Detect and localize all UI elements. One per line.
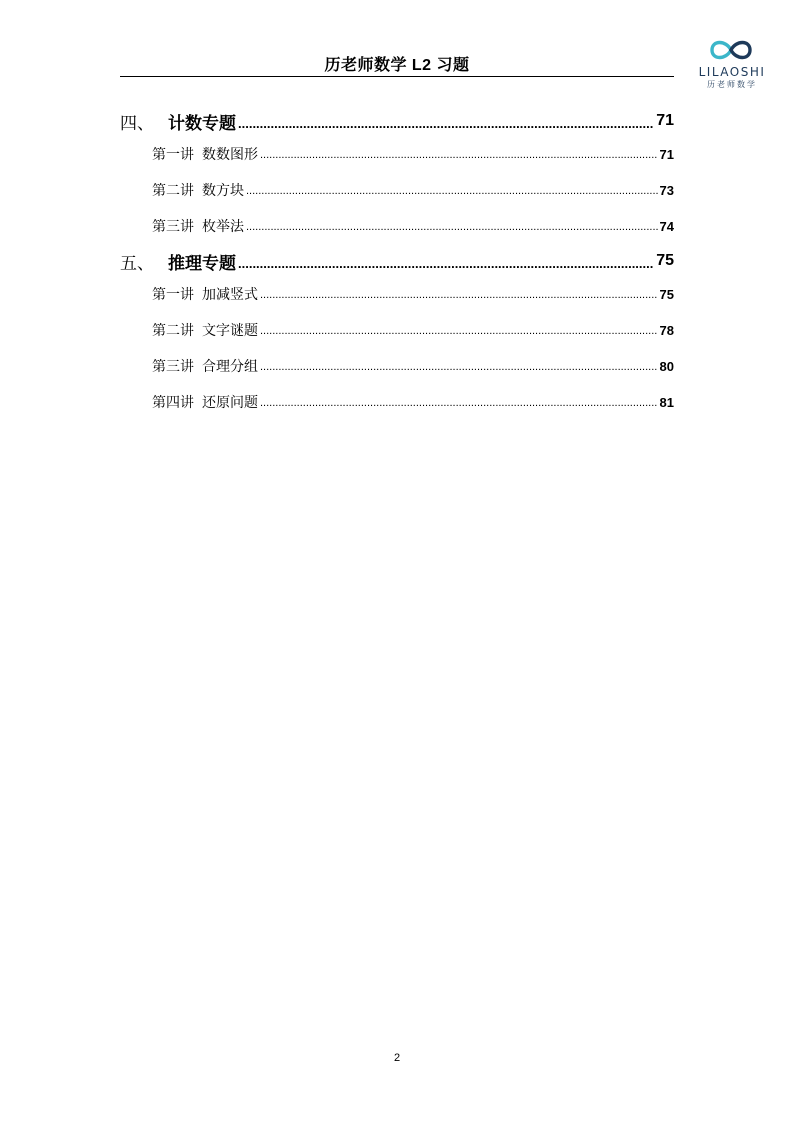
toc-section[interactable] [120,106,674,136]
toc-item-label: 第二讲 [152,182,194,198]
toc-item-label: 第三讲 [152,218,194,234]
toc-page-number: 71 [656,112,674,129]
toc-page-number: 78 [659,322,674,338]
toc-leader-dots [260,395,658,409]
toc-item-label: 第三讲 [152,358,194,374]
toc-leader-dots [238,253,654,270]
toc-item-title: 加减竖式 [202,286,258,302]
toc-page-number: 75 [659,286,674,302]
toc-item[interactable] [120,312,674,348]
toc-item-title: 枚举法 [202,218,244,234]
toc-item-label: 第二讲 [152,322,194,338]
page-header-title: 历老师数学 L2 习题 [324,57,470,74]
toc-section-title: 计数专题 [168,113,236,133]
toc-item-title: 文字谜题 [202,322,258,338]
toc-leader-dots [260,287,658,301]
toc-section-label: 五、 [120,253,154,273]
toc-item-title: 数数图形 [202,146,258,162]
toc-page-number: 71 [659,146,674,162]
header-divider [120,76,674,77]
toc-leader-dots [260,147,658,161]
toc-leader-dots [246,183,658,197]
table-of-contents [120,104,674,420]
toc-item[interactable] [120,384,674,420]
toc-item[interactable] [120,348,674,384]
toc-leader-dots [246,219,658,233]
toc-item[interactable] [120,276,674,312]
toc-page-number: 74 [659,218,674,234]
toc-section-label: 四、 [120,113,154,133]
toc-section[interactable] [120,246,674,276]
toc-leader-dots [260,359,658,373]
toc-item[interactable] [120,136,674,172]
toc-item-title: 合理分组 [202,358,258,374]
toc-item[interactable] [120,172,674,208]
toc-item-label: 第一讲 [152,286,194,302]
toc-item-label: 第四讲 [152,394,194,410]
toc-item[interactable] [120,208,674,244]
toc-page-number: 80 [659,358,674,374]
brand-logo [692,36,772,92]
toc-page-number: 75 [656,252,674,269]
toc-leader-dots [260,323,658,337]
toc-leader-dots [238,113,654,130]
toc-section-title: 推理专题 [168,253,236,273]
toc-item-label: 第一讲 [152,146,194,162]
logo-text-en: LILAOSHI [698,65,766,79]
toc-item-title: 数方块 [202,182,244,198]
toc-item-title: 还原问题 [202,394,258,410]
infinity-logo-icon [706,36,756,64]
toc-page-number: 73 [659,182,674,198]
page-number: 2 [393,1052,401,1064]
logo-text-cn: 历老师数学 [707,80,757,89]
toc-page-number: 81 [659,394,674,410]
